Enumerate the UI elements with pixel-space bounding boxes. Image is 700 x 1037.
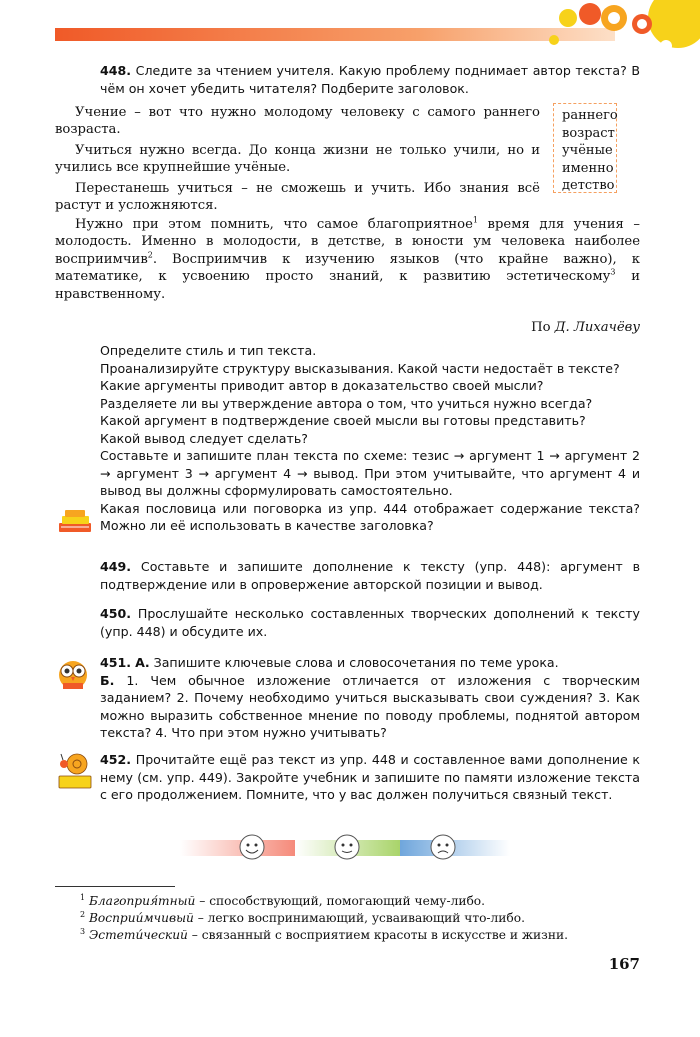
exercise-number: 449. [100,559,132,574]
question: Какой вывод следует сделать? [100,430,308,446]
exercise-number: 452. [100,752,132,767]
owl-icon [55,655,91,691]
footnote-definition: – способствующий, помогающий чему-либо. [195,894,485,908]
exercise-text: Следите за чтением учителя. Какую проблему поднимает автор текста? В чём он хочет убедить читателя? Подберите заголовок. [100,63,640,96]
footnote-term: Эстети́ческий [88,928,188,942]
question: Определите стиль и тип текста. [100,343,317,358]
paragraph: Учение – вот что нужно молодому человеку с самого раннего возраста. [55,105,540,138]
footnote-ref: 1 [472,215,478,225]
exercise-452 [100,751,640,804]
header-bar [55,28,615,41]
paragraph: Перестанешь учиться – не сможешь и учить. Ибо знания всё растут и усложняются. [55,180,540,214]
exercise-number: 450. [100,606,132,621]
vocabulary-word: учёные [562,143,613,158]
exercise-number: 451. [100,655,132,670]
task-a [100,654,640,672]
footnote-definition: – легко воспринимающий, усваивающий что-либо. [193,911,525,925]
footnote-ref: 2 [147,250,153,260]
footnote-ref: 3 [610,267,616,277]
footnotes [80,893,640,944]
footnote-divider [55,886,175,887]
exercise-text: Составьте и запишите дополнение к тексту (упр. 448): аргумент в подтверждение или в опровержение авторской позиции и вывод. [100,559,640,592]
author-prefix: По [531,320,555,335]
footnote-mark: 3 [80,926,86,936]
question: Какие аргументы приводит автор в доказательство своей мысли? [100,378,544,393]
smiling-face-icon [332,832,362,862]
exercise-number: 448. [100,63,132,78]
exercise-text: Прочитайте ещё раз текст из упр. 448 и составленное вами дополнение к нему (см. упр. 449). Закройте учебник и запишите по памяти изложение текста с его продолжением. Помните, что у вас должен получиться связный текст. [100,752,640,803]
question: Какой аргумент в подтверждение своей мысли вы готовы представить? [100,413,586,428]
author-attribution [531,319,640,336]
paragraph: Учиться нужно всегда. До конца жизни не только учили, но и учились все крупнейшие учёные. [55,142,540,176]
vocabulary-word: детство [562,178,615,193]
paragraph [55,216,640,303]
task-label: Б. [100,672,115,688]
vocabulary-word: именно [562,160,614,176]
exercise-450 [100,605,640,640]
question: Составьте и запишите план текста по схеме: тезис → аргумент 1 → аргумент 2 → аргумент 3 → аргумент 4 → вывод. При этом учитывайте, что аргумент 4 и вывод вы должны сформулировать самостоятельно. [100,448,640,498]
footnote-term: Благоприя́тный [88,894,196,908]
exercise-448 [100,62,640,97]
header-circles-decoration [548,0,700,60]
text-fragment: Нужно при этом помнить, что самое благоприятное [75,217,473,232]
vocabulary-word: возраст [562,125,615,141]
questions-block [100,342,640,535]
snail-books-icon [55,750,95,792]
vocabulary-word: раннего [562,108,618,123]
footnote [80,910,640,927]
footnote [80,893,640,910]
exercise-449 [100,558,640,593]
task-text: 1. Чем обычное изложение отличается от изложения с творческим заданием? 2. Почему необходимо учиться высказывать свои суждения? 3. Как можно выразить собственное мнение по поводу проблемы, поднятой автором текста? 4. Что при этом нужно учитывать? [100,672,640,741]
books-icon [55,507,93,535]
footnote-mark: 2 [80,909,86,919]
text-fragment: . Восприимчив к изучению языков (что крайне важно), к математике, к усвоению просто знаний, к развитию эстетическому [55,251,640,285]
footnote [80,927,640,944]
question: Проанализируйте структуру высказывания. Какой части недостаёт в тексте? [100,360,620,376]
reading-text-continued [55,216,640,303]
reading-text [55,104,540,214]
footnote-term: Восприи́мчивый [88,911,194,925]
task-text: Запишите ключевые слова и словосочетания по теме урока. [153,655,559,670]
footnote-definition: – связанный с восприятием красоты в искусстве и жизни. [187,928,568,942]
exercise-451 [100,654,640,742]
page-number: 167 [608,955,640,973]
task-label: А. [135,655,150,670]
exercise-text: Прослушайте несколько составленных творческих дополнений к тексту (упр. 448) и обсудите их. [100,606,640,639]
vocabulary-box [553,103,617,193]
question: Разделяете ли вы утверждение автора о том, что учиться нужно всегда? [100,395,593,411]
question: Какая пословица или поговорка из упр. 444 отображает содержание текста? Можно ли её использовать в качестве заголовка? [100,500,640,533]
author-name: Д. Лихачёву [554,320,640,335]
text-fragment: и нравственному. [55,269,640,302]
sad-face-icon [428,832,458,862]
happy-face-icon [237,832,267,862]
footnote-mark: 1 [80,892,86,902]
task-b [100,672,640,742]
text-fragment: время для учения – молодость. Именно в молодости, в детстве, в юности ум человека наиболее восприимчив [55,217,641,267]
